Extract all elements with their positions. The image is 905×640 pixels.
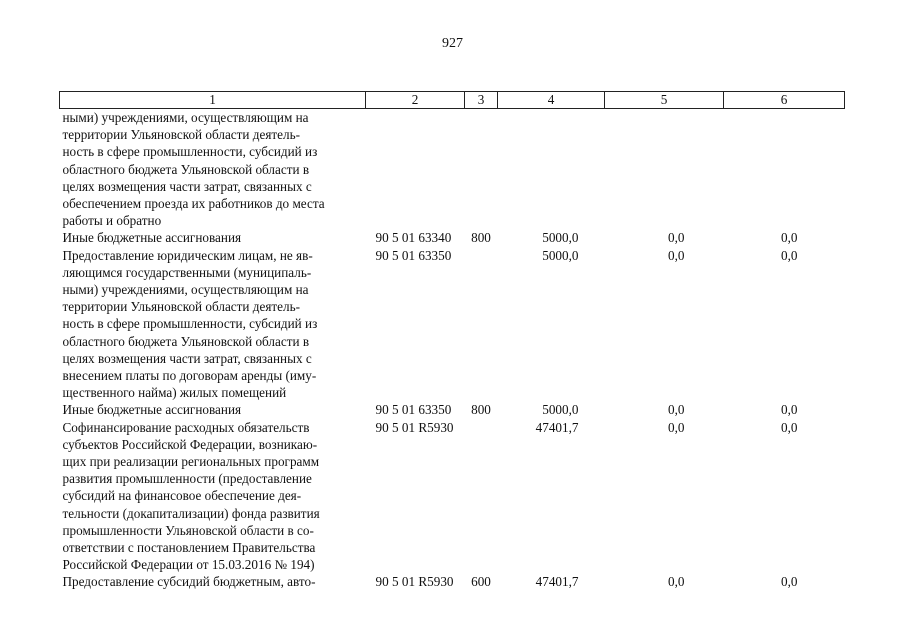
row-amount-2: 0,0: [668, 402, 685, 418]
row-code: 90 5 01 R5930: [375, 419, 454, 435]
row-name-line: развития промышленности (предоставление: [62, 471, 312, 487]
row-name-line: щественного найма) жилых помещений: [62, 385, 287, 401]
row-name: [60, 419, 366, 574]
row-name-line: субсидий на финансовое обеспечение дея-: [62, 488, 302, 504]
column-header-amount-2: 5: [605, 92, 724, 109]
budget-table: [59, 91, 845, 591]
row-code: 90 5 01 63350: [375, 247, 452, 263]
table-row: [60, 401, 845, 418]
row-name-line: внесением платы по договорам аренды (иму-: [62, 368, 317, 384]
row-expense-type: 800: [471, 230, 491, 246]
row-amount-2: 0,0: [668, 574, 685, 590]
row-expense-type: 800: [471, 402, 491, 418]
table-row: [60, 573, 845, 590]
row-name-line: ляющимся государственными (муниципаль-: [62, 264, 312, 280]
row-name: [60, 247, 366, 402]
row-amount-3: 0,0: [781, 419, 798, 435]
row-amount-3: 0,0: [781, 402, 798, 418]
table-header: [60, 92, 845, 109]
row-name-line: работы и обратно: [62, 213, 162, 229]
table-row: [60, 419, 845, 574]
row-name-line: областного бюджета Ульяновской области в: [62, 333, 310, 349]
row-name-line: Российской Федерации от 15.03.2016 № 194): [62, 557, 315, 573]
column-header-expense-type: 3: [465, 92, 498, 109]
row-code: [366, 109, 465, 230]
page-number: 927: [442, 36, 463, 51]
row-amount-1: 47401,7: [535, 419, 579, 435]
row-amount-1: [498, 109, 605, 230]
row-name-line: тельности (докапитализации) фонда развития: [62, 505, 320, 521]
row-code: 90 5 01 R5930: [375, 574, 454, 590]
row-name-line: Иные бюджетные ассигнования: [62, 402, 242, 418]
row-amount-3: 0,0: [781, 230, 798, 246]
row-amount-2: [605, 109, 724, 230]
row-amount-3: [724, 109, 845, 230]
table-body: [60, 109, 845, 591]
row-name-line: ными) учреждениями, осуществляющим на: [62, 110, 309, 125]
row-name-line: целях возмещения части затрат, связанных с: [62, 178, 312, 194]
row-amount-3: 0,0: [781, 247, 798, 263]
row-name-line: ными) учреждениями, осуществляющим на: [62, 282, 309, 298]
row-name-line: промышленности Ульяновской области в со-: [62, 522, 314, 538]
row-name: [60, 573, 366, 590]
row-name-line: территории Ульяновской области деятель-: [62, 299, 301, 315]
row-amount-1: 47401,7: [535, 574, 579, 590]
row-expense-type: 600: [471, 574, 491, 590]
row-name-line: Предоставление субсидий бюджетным, авто-: [62, 574, 316, 590]
row-expense-type: [465, 247, 498, 402]
row-amount-2: 0,0: [668, 230, 685, 246]
row-name: [60, 401, 366, 418]
row-name-line: ность в сфере промышленности, субсидий из: [62, 144, 318, 160]
row-expense-type: [465, 109, 498, 230]
row-name-line: целях возмещения части затрат, связанных с: [62, 350, 312, 366]
column-header-amount-3: 6: [724, 92, 845, 109]
table-row: [60, 109, 845, 230]
row-name-line: областного бюджета Ульяновской области в: [62, 161, 310, 177]
row-name-line: Иные бюджетные ассигнования: [62, 230, 242, 246]
row-name-line: ность в сфере промышленности, субсидий из: [62, 316, 318, 332]
row-name-line: щих при реализации региональных программ: [62, 454, 320, 470]
table-row: [60, 229, 845, 246]
row-amount-1: 5000,0: [542, 247, 579, 263]
row-name-line: ответствии с постановлением Правительства: [62, 540, 316, 556]
row-amount-2: 0,0: [668, 247, 685, 263]
column-header-code: 2: [366, 92, 465, 109]
row-amount-1: 5000,0: [542, 230, 579, 246]
row-name-line: обеспечением проезда их работников до места: [62, 196, 325, 212]
column-header-name: 1: [60, 92, 366, 109]
row-amount-3: 0,0: [781, 574, 798, 590]
header-row: [60, 92, 845, 109]
row-name-line: территории Ульяновской области деятель-: [62, 127, 301, 143]
row-code: 90 5 01 63340: [375, 230, 452, 246]
row-name-line: Софинансирование расходных обязательств: [62, 419, 310, 435]
row-expense-type: [465, 419, 498, 574]
row-name-line: Предоставление юридическим лицам, не яв-: [62, 247, 313, 263]
row-name: [60, 109, 366, 230]
row-amount-1: 5000,0: [542, 402, 579, 418]
row-name: [60, 229, 366, 246]
row-amount-2: 0,0: [668, 419, 685, 435]
table-row: [60, 247, 845, 402]
row-name-line: субъектов Российской Федерации, возникаю-: [62, 436, 318, 452]
row-code: 90 5 01 63350: [375, 402, 452, 418]
column-header-amount-1: 4: [498, 92, 605, 109]
